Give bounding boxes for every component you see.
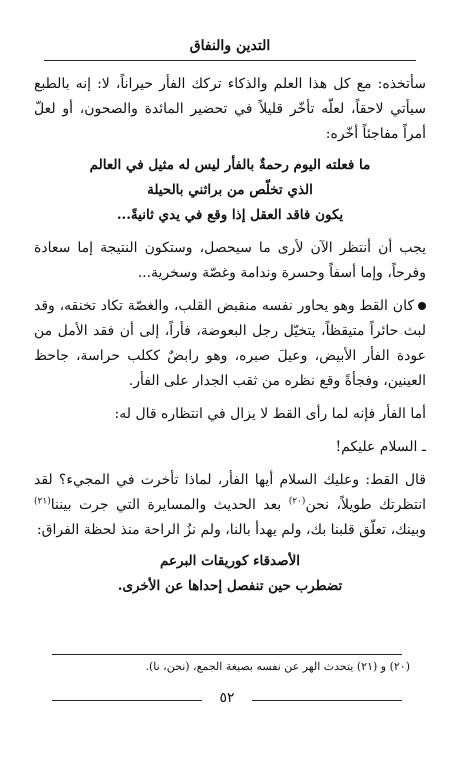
poem-2-line-1: الأصدقاء كوريقات البرعم bbox=[159, 553, 301, 569]
paragraph-5: ـ السلام عليكم! bbox=[335, 439, 426, 455]
page-footer bbox=[52, 690, 402, 710]
poem-block-1 bbox=[34, 153, 426, 228]
poem-1-line-2: الذي تخلّص من براثني بالحيلة bbox=[147, 182, 313, 198]
footnote-rule bbox=[52, 654, 402, 655]
paragraph-6-part-c: وبينك، تعلّق قلبنا بك، ولم يهدأ بالنا، ولم نزُ الراحة منذ لحظة الفراق: bbox=[36, 522, 426, 538]
footer-rule-left bbox=[52, 700, 202, 701]
paragraph-3-text: كان القط وهو يحاور نفسه منقبض القلب، والغصّة تكاد تخنقه، وقد لبث حائراً متيقظاً، يتخيّل رجل البعوضة، فأراً، إلى أن فقد الأمل من عودة الفأر الأبيض، وعيلَ صبره، وهو رابضٌ ككلب حراسة، جاحظ العينين، وفجأةً وقع نظره من ثقب الجدار على الفأر. bbox=[34, 298, 426, 389]
poem-block-2 bbox=[34, 549, 426, 599]
paragraph-4: أما الفأر فإنه لما رأى القط لا يزال في انتظاره قال له: bbox=[114, 406, 426, 422]
paragraph-6 bbox=[34, 468, 426, 543]
poem-1-line-1: ما فعلته اليوم رحمةٌ بالفأر ليس له مثيل في العالم bbox=[89, 157, 371, 173]
paragraph-6-part-b: بعد الحديث والمسايرة التي جرت بيننا bbox=[50, 497, 289, 513]
footnote-ref-20: (٢٠) bbox=[288, 496, 306, 507]
paragraph-2: يجب أن أنتظر الآن لأرى ما سيحصل، وستكون النتيجة إما سعادة وفرحاً، وإما أسفاً وحسرة وندامة وغصّة وسخرية... bbox=[34, 240, 426, 281]
bullet-dot bbox=[418, 302, 426, 310]
page-number: ٥٢ bbox=[219, 690, 235, 706]
paragraph-6-part-a: قال القط: وعليك السلام أيها الفأر، لماذا تأخرت في المجيء؟ لقد انتظرتك طويلاً، نحن bbox=[34, 472, 426, 513]
poem-1-line-3: يكون فاقد العقل إذا وقع في يدي ثانيةً... bbox=[116, 207, 344, 223]
running-header: التدين والنفاق bbox=[189, 38, 271, 54]
poem-2-line-2: تضطرب حين تنفصل إحداها عن الأخرى. bbox=[117, 578, 343, 594]
header-rule bbox=[44, 60, 416, 61]
paragraph-3 bbox=[34, 294, 426, 394]
paragraph-1: سأتخذه: مع كل هذا العلم والذكاء تركك الفأر حيراناً، لا: إنه بالطبع سيأتي لاحقاً، لعلّه تأخّر قليلاً في تحضير المائدة والصحون، أو لعلّ أمراً مفاجئاً أخّره: bbox=[34, 76, 426, 142]
footnote-ref-21: (٢١) bbox=[34, 496, 51, 507]
footnote: (٢٠) و (٢١) يتحدث الهر عن نفسه بصيغة الجمع، (نحن، نا). bbox=[145, 660, 410, 673]
page-body bbox=[34, 72, 426, 603]
